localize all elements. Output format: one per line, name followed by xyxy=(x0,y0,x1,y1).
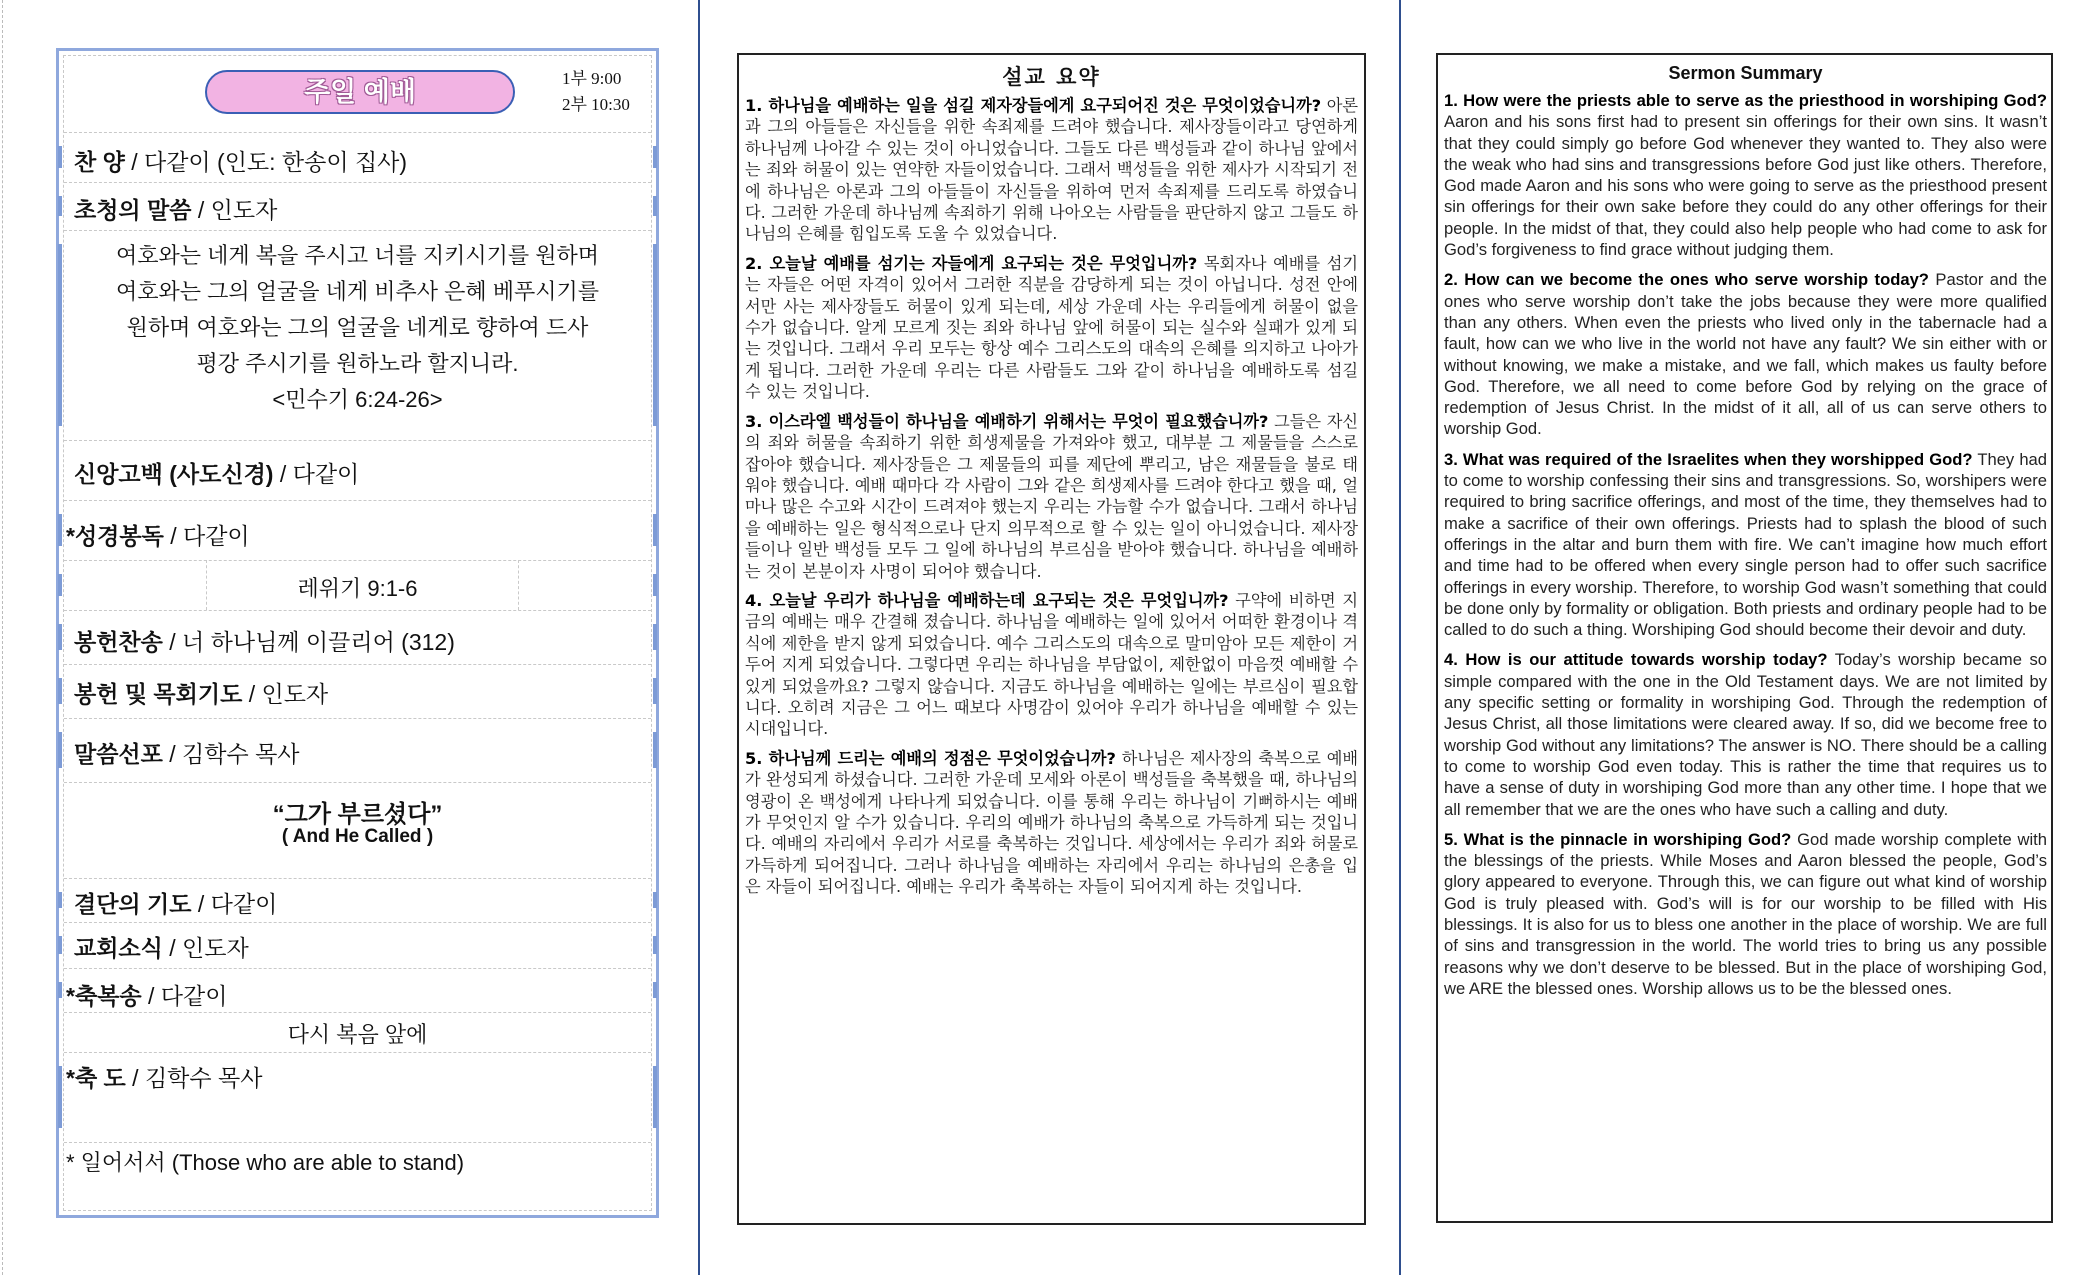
sermon-detail: / 김학수 목사 xyxy=(162,741,300,767)
korean-answer-5: 하나님은 제사장의 축복으로 예배가 완성되게 하셨습니다. 그러한 가운데 모세와 아론이 백성들을 축복했을 때, 하나님의 영광이 온 백성에게 나타나게 되었습니다. 이를 통해 우리는 하나님이 기뻐하시는 예배가 무엇인지 알 수가 있습니다. 우리의 예배가 하나님의 축복으로 가득하게 되는 것입니다. 예배의 자리에서 우리가 서로를 축복하는 것입니다. 세상에서는 우리가 죄와 허물로 가득하게 되어집니다. 그러나 하나님을 예배하는 자리에서 우리는 하나님의 은총을 입은 자들이 되어집니다. 예배는 우리가 축복하는 자들이 되어지게 하는 것입니다. xyxy=(745,748,1358,897)
service-time-1: 1부 9:00 xyxy=(562,69,622,88)
creed-label: 신앙고백 (사도신경) xyxy=(74,461,274,487)
korean-answer-4: 구약에 비하면 지금의 예배는 매우 간결해 졌습니다. 하나님을 예배하는 일에 있어서 어떠한 환경이나 격식에 제한을 받지 않게 되었습니다. 예수 그리스도의 대속으로 말미암아 모든 제한이 거두어 지게 되었습니다. 그렇다면 우리는 하나님을 부담없이, 제한없이 마음껏 예배할 수 있게 되었을까요? 그렇지 않습니다. 지금도 하나님을 예배하는 일에는 부르심이 필요합니다. 오히려 지금은 그 어느 때보다 사명감이 있어야 우리가 하나님을 예배할 수 있는 시대입니다. xyxy=(745,590,1358,739)
english-section-3 xyxy=(1444,449,2047,641)
korean-question-5: 5. 하나님께 드리는 예배의 정점은 무엇이었습니까? xyxy=(745,748,1116,768)
english-question-4: 4. How is our attitude towards worship today? xyxy=(1444,650,1828,670)
service-times xyxy=(562,66,662,118)
news-detail: / 인도자 xyxy=(162,935,249,961)
decision-detail: / 다같이 xyxy=(191,891,278,917)
church-news-row xyxy=(64,922,651,969)
news-label: 교회소식 xyxy=(74,935,163,961)
korean-answer-2: 목회자나 예배를 섬기는 자들은 어떤 자격이 있어서 그러한 직분을 감당하게 되는 것이 아닙니다. 성전 안에서만 사는 제사장들도 허물이 있게 되는데, 세상 가운데 사는 우리들에게 허물이 없을 수가 없습니다. 알게 모르게 짓는 죄와 하나님 앞에 허물이 되는 실수와 실패가 있게 되는 것입니다. 그래서 우리 모두는 항상 예수 그리스도의 대속의 은혜를 의지하고 나아가게 됩니다. 그러한 가운데 우리는 다른 사람들도 그와 같이 하나님을 예배하도록 섬길 수 있는 것입니다. xyxy=(745,253,1359,402)
english-section-2 xyxy=(1444,269,2047,439)
blessing-song-title-row xyxy=(64,1012,651,1053)
korean-sermon-summary xyxy=(737,53,1366,1225)
praise-row xyxy=(64,132,651,183)
korean-section-2 xyxy=(745,253,1358,403)
korean-question-4: 4. 오늘날 우리가 하나님을 예배하는데 요구되는 것은 무엇입니까? xyxy=(745,590,1229,610)
english-answer-1: Aaron and his sons first had to present sin offerings for their own sins. It wasn’t that they could simply go before God whenever they wanted to. They also were the weak who had sins and transgressions before God just like others. Therefore, God made Aaron and his sons who were going to serve as the priesthood present sin offerings for their own sake before they could do any other offerings for their people. In the midst of that, they could also help people who had come to ask for God’s forgiveness to find grace without judging them. xyxy=(1444,112,2047,260)
sermon-title-row xyxy=(64,782,651,879)
english-summary-title: Sermon Summary xyxy=(1668,63,1823,83)
fold-line-right xyxy=(1399,0,1401,1275)
hymn-row xyxy=(64,610,651,665)
sermon-label: 말씀선포 xyxy=(74,741,163,767)
blessing-song-title: 다시 복음 앞에 xyxy=(287,1022,428,1047)
blessing-song-label: *축복송 xyxy=(66,983,142,1009)
invitation-row xyxy=(64,182,651,231)
invitation-detail: / 인도자 xyxy=(191,197,278,223)
english-answer-4: Today’s worship became so simple compared with the one in the Old Testament days. We are not limited by any specific setting or formality in worshiping God. Through the redemption of Jesus Christ, all those limitations were cleared away. If so, did we become free to worship God without any limitations? The answer is NO. There should be a calling to come to worship God even today. This is rather the time that requires us to have a sense of duty in worshiping God more than any other time. I hope that we all remember that we are the ones who have such a calling and duty. xyxy=(1444,650,2048,819)
korean-section-3 xyxy=(745,411,1358,582)
english-answer-5: God made worship complete with the blessings of the priests. While Moses and Aaron blessed the people, God’s glory appeared to everyone. Through this, we can figure out what kind of worship God is truly pleased with. God’s will is for our worship to be filled with His blessings. It is also for us to bless one another in the place of worship. We are full of sins and transgression in the world. The world tries to bring us any possible reasons why we don’t deserve to be blessed. But in the place of worshiping God, we ARE the blessed ones. Worship allows us to be the blessed ones. xyxy=(1444,829,2047,998)
english-sermon-summary xyxy=(1436,53,2053,1223)
korean-question-1: 1. 하나님을 예배하는 일을 섬길 제자장들에게 요구되어진 것은 무엇이었습니까? xyxy=(745,96,1322,115)
korean-answer-1: 아론과 그의 아들들은 자신들을 위한 속죄제를 드려야 했습니다. 제사장들이라고 당연하게 하나님께 나아갈 수 있는 것이 아니었습니다. 그들도 다른 백성들과 같이 하나님 앞에서는 죄와 허물이 있는 연약한 자들이었습니다. 그래서 백성들을 위한 제사가 시작되기 전에 하나님은 아론과 그의 아들들이 자신들을 위하여 먼저 속죄제를 드리도록 하였습니다. 그러한 가운데 하나님께 속죄하기 위해 나아오는 사람들을 판단하지 않고 그들도 하나님의 은혜를 힘입도록 도울 수 있었습니다. xyxy=(745,96,1358,244)
english-answer-2: Pastor and the ones who serve worship don’t take the jobs because they were more qualified than any others. When even the priests who lived only in the tabernacle had a fault, how can we who live in the world not have any fault? We sin either with or without knowing, we make a mistake, and we fall, which makes us faulty before God. Therefore, we all need to come before God by relying on the grace of redemption of Jesus Christ. In the midst of it all, all of us can serve others to worship God. xyxy=(1444,270,2048,439)
english-section-5 xyxy=(1444,829,2047,999)
decision-prayer-row xyxy=(64,878,651,923)
sermon-title: “그가 부르셨다” xyxy=(272,801,443,828)
benediction-row xyxy=(64,1052,651,1143)
korean-section-5 xyxy=(745,748,1358,898)
offering-detail: / 인도자 xyxy=(242,681,329,707)
blessing-verse-row xyxy=(64,230,651,441)
blessing-verse xyxy=(64,238,651,418)
english-section-4 xyxy=(1444,649,2047,819)
reading-row xyxy=(64,500,651,561)
service-time-2: 2부 10:30 xyxy=(562,95,630,114)
korean-summary-title: 설교 요약 xyxy=(1002,65,1101,89)
korean-question-2: 2. 오늘날 예배를 섬기는 자들에게 요구되는 것은 무엇입니까? xyxy=(745,253,1198,273)
offering-label: 봉헌 및 목회기도 xyxy=(74,681,243,707)
korean-question-3: 3. 이스라엘 백성들이 하나님을 예배하기 위해서는 무엇이 필요했습니까? xyxy=(745,411,1269,431)
blessing-song-row xyxy=(64,968,651,1013)
english-section-1 xyxy=(1444,90,2047,260)
order-of-worship-panel xyxy=(56,48,659,1218)
sermon-row xyxy=(64,718,651,783)
fold-line-left xyxy=(698,0,700,1275)
service-title-badge: 주일 예배 xyxy=(205,70,515,114)
korean-section-4 xyxy=(745,590,1358,740)
decision-label: 결단의 기도 xyxy=(74,891,192,917)
english-question-5: 5. What is the pinnacle in worshiping God? xyxy=(1444,829,1792,849)
english-question-1: 1. How were the priests able to serve as the priesthood in worshiping God? xyxy=(1444,91,2047,110)
praise-label: 찬 양 xyxy=(74,149,125,175)
verse-line: 원하며 여호와는 그의 얼굴을 네게로 향하여 드사 xyxy=(126,315,589,340)
page-edge xyxy=(2,0,3,1275)
korean-section-1 xyxy=(745,95,1358,245)
korean-answer-3: 그들은 자신의 죄와 허물을 속죄하기 위한 희생제물을 가져와야 했고, 대부분 그 제물들을 스스로 잡아야 했습니다. 제사장들은 그 제물들의 피를 제단에 뿌리고, 남은 재물들을 불로 태워야 했습니다. 예배 때마다 각 사람이 그와 같은 희생제사를 드려야 한다고 했을 때, 얼마나 많은 수고와 시간이 드려져야 했는지 우리는 가늠할 수가 없습니다. 그래서 하나님을 예배하는 일은 형식적으로나 단지 의무적으로 할 수 있는 일이 아니었습니다. 제사장들이나 일반 백성들 모두 그 일에 하나님의 부르심을 받아야 했습니다. 하나님을 예배하는 것이 본분이자 사명이 되어야 했습니다. xyxy=(745,411,1358,581)
reading-passage: 레위기 9:1-6 xyxy=(297,576,418,601)
english-question-3: 3. What was required of the Israelites when they worshipped God? xyxy=(1444,449,1973,469)
benediction-detail: / 김학수 목사 xyxy=(125,1065,263,1091)
standing-footnote: * 일어서서 (Those who are able to stand) xyxy=(66,1150,465,1175)
verse-line: 여호와는 네게 복을 주시고 너를 지키시기를 원하며 xyxy=(116,243,599,268)
hymn-detail: / 너 하나님께 이끌리어 (312) xyxy=(162,629,455,655)
blessing-song-detail: / 다같이 xyxy=(141,983,228,1009)
sermon-subtitle: ( And He Called ) xyxy=(281,826,434,847)
english-question-2: 2. How can we become the ones who serve worship today? xyxy=(1444,270,1929,290)
verse-line: 평강 주시기를 원하노라 할지니라. xyxy=(196,351,519,376)
verse-reference: <민수기 6:24-26> xyxy=(272,387,443,412)
footnote-row xyxy=(64,1142,651,1212)
creed-detail: / 다같이 xyxy=(273,461,360,487)
benediction-label: *축 도 xyxy=(66,1065,126,1091)
header-row xyxy=(64,56,651,133)
hymn-label: 봉헌찬송 xyxy=(74,629,163,655)
verse-line: 여호와는 그의 얼굴을 네게 비추사 은혜 베푸시기를 xyxy=(116,279,599,304)
praise-detail: / 다같이 (인도: 한송이 집사) xyxy=(124,149,408,175)
reading-passage-row xyxy=(64,560,651,611)
english-answer-3: They had to come to worship confessing their sins and transgressions. So, worshipers were required to bring sacrifice offerings, and most of the time, they themselves had to make a sacrifice of their own offerings. Priests had to splash the blood of such offerings in the altar and burn them with fire. We can’t imagine how much effort and time had to be offered when every single person had to offer such sacrifice offerings in every worship. Therefore, to worship God wasn’t something that could be done only by formality or obligation. Both priests and ordinary people had to be called to do such a thing. Worshiping God should become their devoir and duty. xyxy=(1444,449,2048,640)
reading-label: *성경봉독 xyxy=(66,523,164,549)
invitation-label: 초청의 말씀 xyxy=(74,197,192,223)
creed-row xyxy=(64,440,651,501)
offering-row xyxy=(64,664,651,719)
reading-detail: / 다같이 xyxy=(163,523,250,549)
